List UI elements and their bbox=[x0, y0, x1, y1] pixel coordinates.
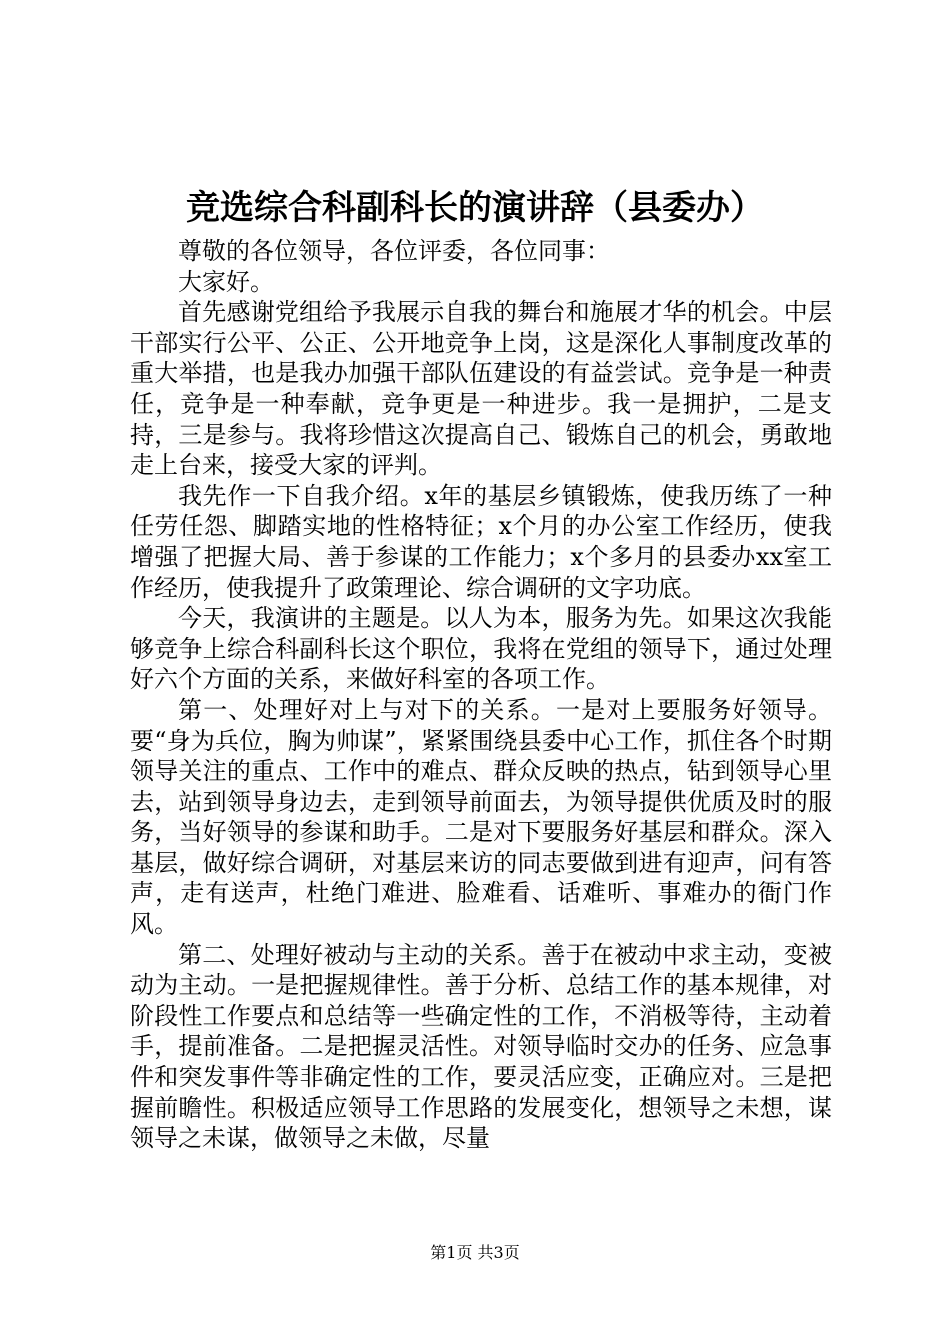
body-paragraph: 第二、处理好被动与主动的关系。善于在被动中求主动，变被动为主动。一是把握规律性。善于分析、总结工作的基本规律，对阶段性工作要点和总结等一些确定性的工作，不消极等待，主动着手，提前准备。二是把握灵活性。对领导临时交办的任务、应急事件和突发事件等非确定性的工作，要灵活应变，正确应对。三是把握前瞻性。积极适应领导工作思路的发展变化，想领导之未想，谋领导之未谋，做领导之未做，尽量 bbox=[130, 940, 832, 1153]
document-title: 竞选综合科副科长的演讲辞（县委办） bbox=[186, 188, 764, 228]
salutation-paragraph: 尊敬的各位领导，各位评委，各位同事： bbox=[178, 237, 610, 265]
document-body bbox=[130, 236, 832, 1154]
body-paragraph: 今天，我演讲的主题是。以人为本，服务为先。如果这次我能够竞争上综合科副科长这个职位，我将在党组的领导下，通过处理好六个方面的关系，来做好科室的各项工作。 bbox=[130, 604, 832, 694]
body-paragraph: 首先感谢党组给予我展示自我的舞台和施展才华的机会。中层干部实行公平、公正、公开地竞争上岗，这是深化人事制度改革的重大举措，也是我办加强干部队伍建设的有益尝试。竞争是一种责任，竞争是一种奉献，竞争更是一种进步。我一是拥护，二是支持，三是参与。我将珍惜这次提高自己、锻炼自己的机会，勇敢地走上台来，接受大家的评判。 bbox=[130, 298, 832, 480]
body-paragraph: 第一、处理好对上与对下的关系。一是对上要服务好领导。要“身为兵位，胸为帅谋”，紧紧围绕县委中心工作，抓住各个时期领导关注的重点、工作中的难点、群众反映的热点，钻到领导心里去，站到领导身边去，走到领导前面去，为领导提供优质及时的服务，当好领导的参谋和助手。二是对下要服务好基层和群众。深入基层，做好综合调研，对基层来访的同志要做到进有迎声，问有答声，走有送声，杜绝门难进、脸难看、话难听、事难办的衙门作风。 bbox=[130, 695, 832, 939]
body-paragraph: 我先作一下自我介绍。x年的基层乡镇锻炼，使我历练了一种任劳任怨、脚踏实地的性格特征；x个月的办公室工作经历，使我增强了把握大局、善于参谋的工作能力；x个多月的县委办xx室工作经历，使我提升了政策理论、综合调研的文字功底。 bbox=[130, 481, 832, 602]
greeting-paragraph: 大家好。 bbox=[178, 267, 274, 296]
page-number-footer: 第1页 共3页 bbox=[430, 1243, 520, 1262]
